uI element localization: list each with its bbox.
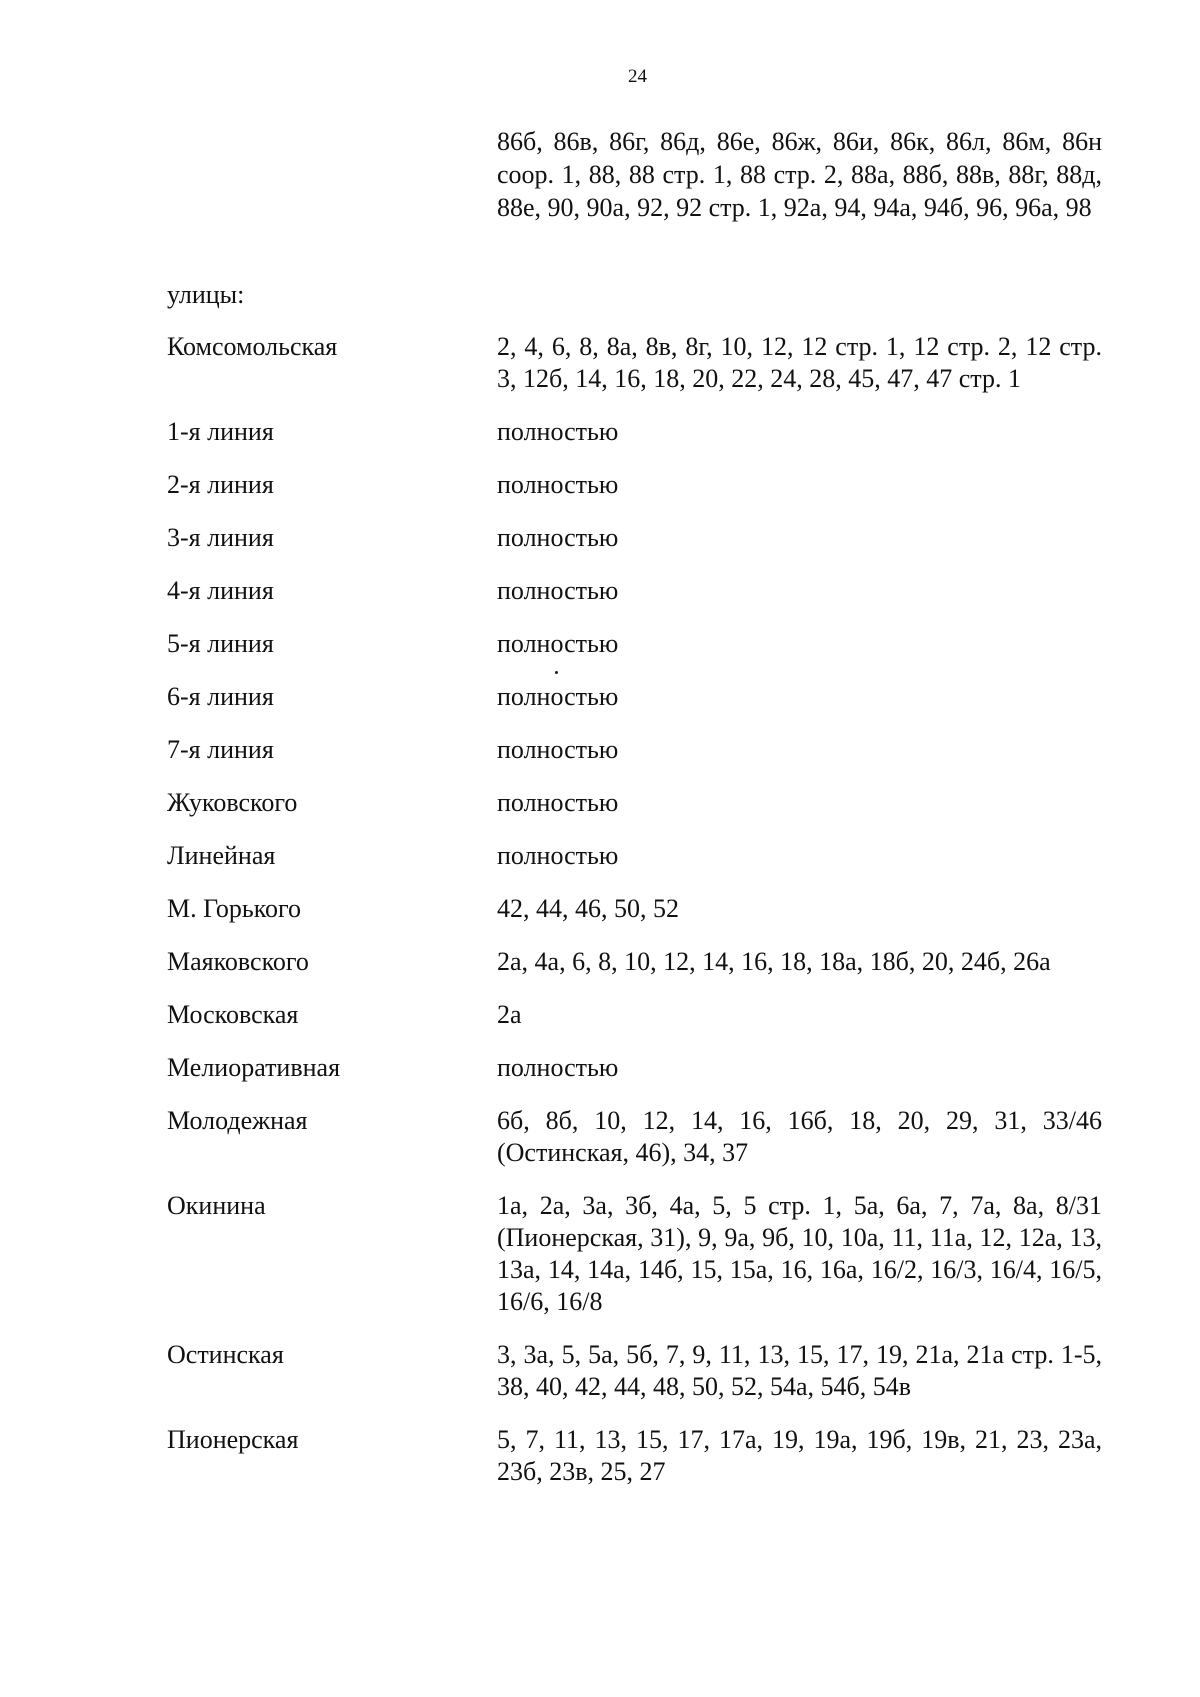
street-name: 7-я линия (167, 735, 274, 764)
streets-table (167, 331, 1107, 1509)
section-label: улицы: (167, 280, 245, 309)
street-row (167, 331, 1107, 395)
street-row (167, 734, 1107, 766)
street-name: Московская (167, 1000, 299, 1029)
street-row (167, 1190, 1107, 1318)
street-houses: полностью (497, 523, 619, 552)
street-name: 6-я линия (167, 682, 274, 711)
page-number: 24 (628, 66, 647, 87)
street-name: Линейная (167, 841, 276, 870)
street-row (167, 840, 1107, 872)
street-row (167, 628, 1107, 660)
street-houses: полностью (497, 841, 619, 870)
street-houses: 3, 3а, 5, 5а, 5б, 7, 9, 11, 13, 15, 17, 19, 21а, 21а стр. 1-5, 38, 40, 42, 44, 48, 50, 52, 54а, 54б, 54в (497, 1340, 1102, 1401)
street-row (167, 1339, 1107, 1403)
street-name: Остинская (167, 1340, 284, 1369)
street-houses: 6б, 8б, 10, 12, 14, 16, 16б, 18, 20, 29, 31, 33/46 (Остинская, 46), 34, 37 (497, 1106, 1102, 1167)
street-name: Жуковского (167, 788, 298, 817)
street-houses: полностью (497, 629, 619, 658)
continuation-house-list: 86б, 86в, 86г, 86д, 86е, 86ж, 86и, 86к, 86л, 86м, 86н соор. 1, 88, 88 стр. 1, 88 стр. 2, 88а, 88б, 88в, 88г, 88д, 88е, 90, 90а, 92, 92 стр. 1, 92а, 94, 94а, 94б, 96, 96а, 98 (497, 127, 1102, 222)
street-houses: полностью (497, 735, 619, 764)
street-row (167, 1105, 1107, 1169)
street-row (167, 893, 1107, 925)
street-houses: полностью (497, 788, 619, 817)
street-houses: полностью (497, 417, 619, 446)
street-houses: 2а (497, 1000, 522, 1029)
street-name: Окинина (167, 1191, 266, 1220)
street-row (167, 469, 1107, 501)
street-name: Маяковского (167, 947, 309, 976)
street-row (167, 999, 1107, 1031)
street-name: 1-я линия (167, 417, 274, 446)
street-name: Пионерская (167, 1425, 299, 1454)
street-name: М. Горького (167, 894, 302, 923)
street-houses: 1а, 2а, 3а, 3б, 4а, 5, 5 стр. 1, 5а, 6а, 7, 7а, 8а, 8/31 (Пионерская, 31), 9, 9а, 9б, 10, 10а, 11, 11а, 12, 12а, 13, 13а, 14, 14а, 14б, 15, 15а, 16, 16а, 16/2, 16/3, 16/4, 16/5, 16/6, 16/8 (497, 1191, 1102, 1316)
street-name: Молодежная (167, 1106, 308, 1135)
street-houses: 42, 44, 46, 50, 52 (497, 894, 679, 923)
street-row (167, 575, 1107, 607)
street-name: 5-я линия (167, 629, 274, 658)
street-houses: полностью (497, 1053, 619, 1082)
street-houses: 2а, 4а, 6, 8, 10, 12, 14, 16, 18, 18а, 18б, 20, 24б, 26а (497, 947, 1051, 976)
street-row (167, 1424, 1107, 1488)
street-name: 4-я линия (167, 576, 274, 605)
street-houses: полностью (497, 470, 619, 499)
stray-mark (555, 671, 558, 674)
street-row (167, 787, 1107, 819)
street-row (167, 416, 1107, 448)
street-row (167, 522, 1107, 554)
street-houses: 2, 4, 6, 8, 8а, 8в, 8г, 10, 12, 12 стр. 1, 12 стр. 2, 12 стр. 3, 12б, 14, 16, 18, 20, 22, 24, 28, 45, 47, 47 стр. 1 (497, 332, 1102, 393)
street-row (167, 946, 1107, 978)
street-name: Комсомольская (167, 332, 338, 361)
street-row (167, 681, 1107, 713)
street-houses: полностью (497, 682, 619, 711)
street-houses: 5, 7, 11, 13, 15, 17, 17а, 19, 19а, 19б, 19в, 21, 23, 23а, 23б, 23в, 25, 27 (497, 1425, 1102, 1486)
street-row (167, 1052, 1107, 1084)
street-name: Мелиоративная (167, 1053, 341, 1082)
street-houses: полностью (497, 576, 619, 605)
street-name: 2-я линия (167, 470, 274, 499)
street-name: 3-я линия (167, 523, 274, 552)
